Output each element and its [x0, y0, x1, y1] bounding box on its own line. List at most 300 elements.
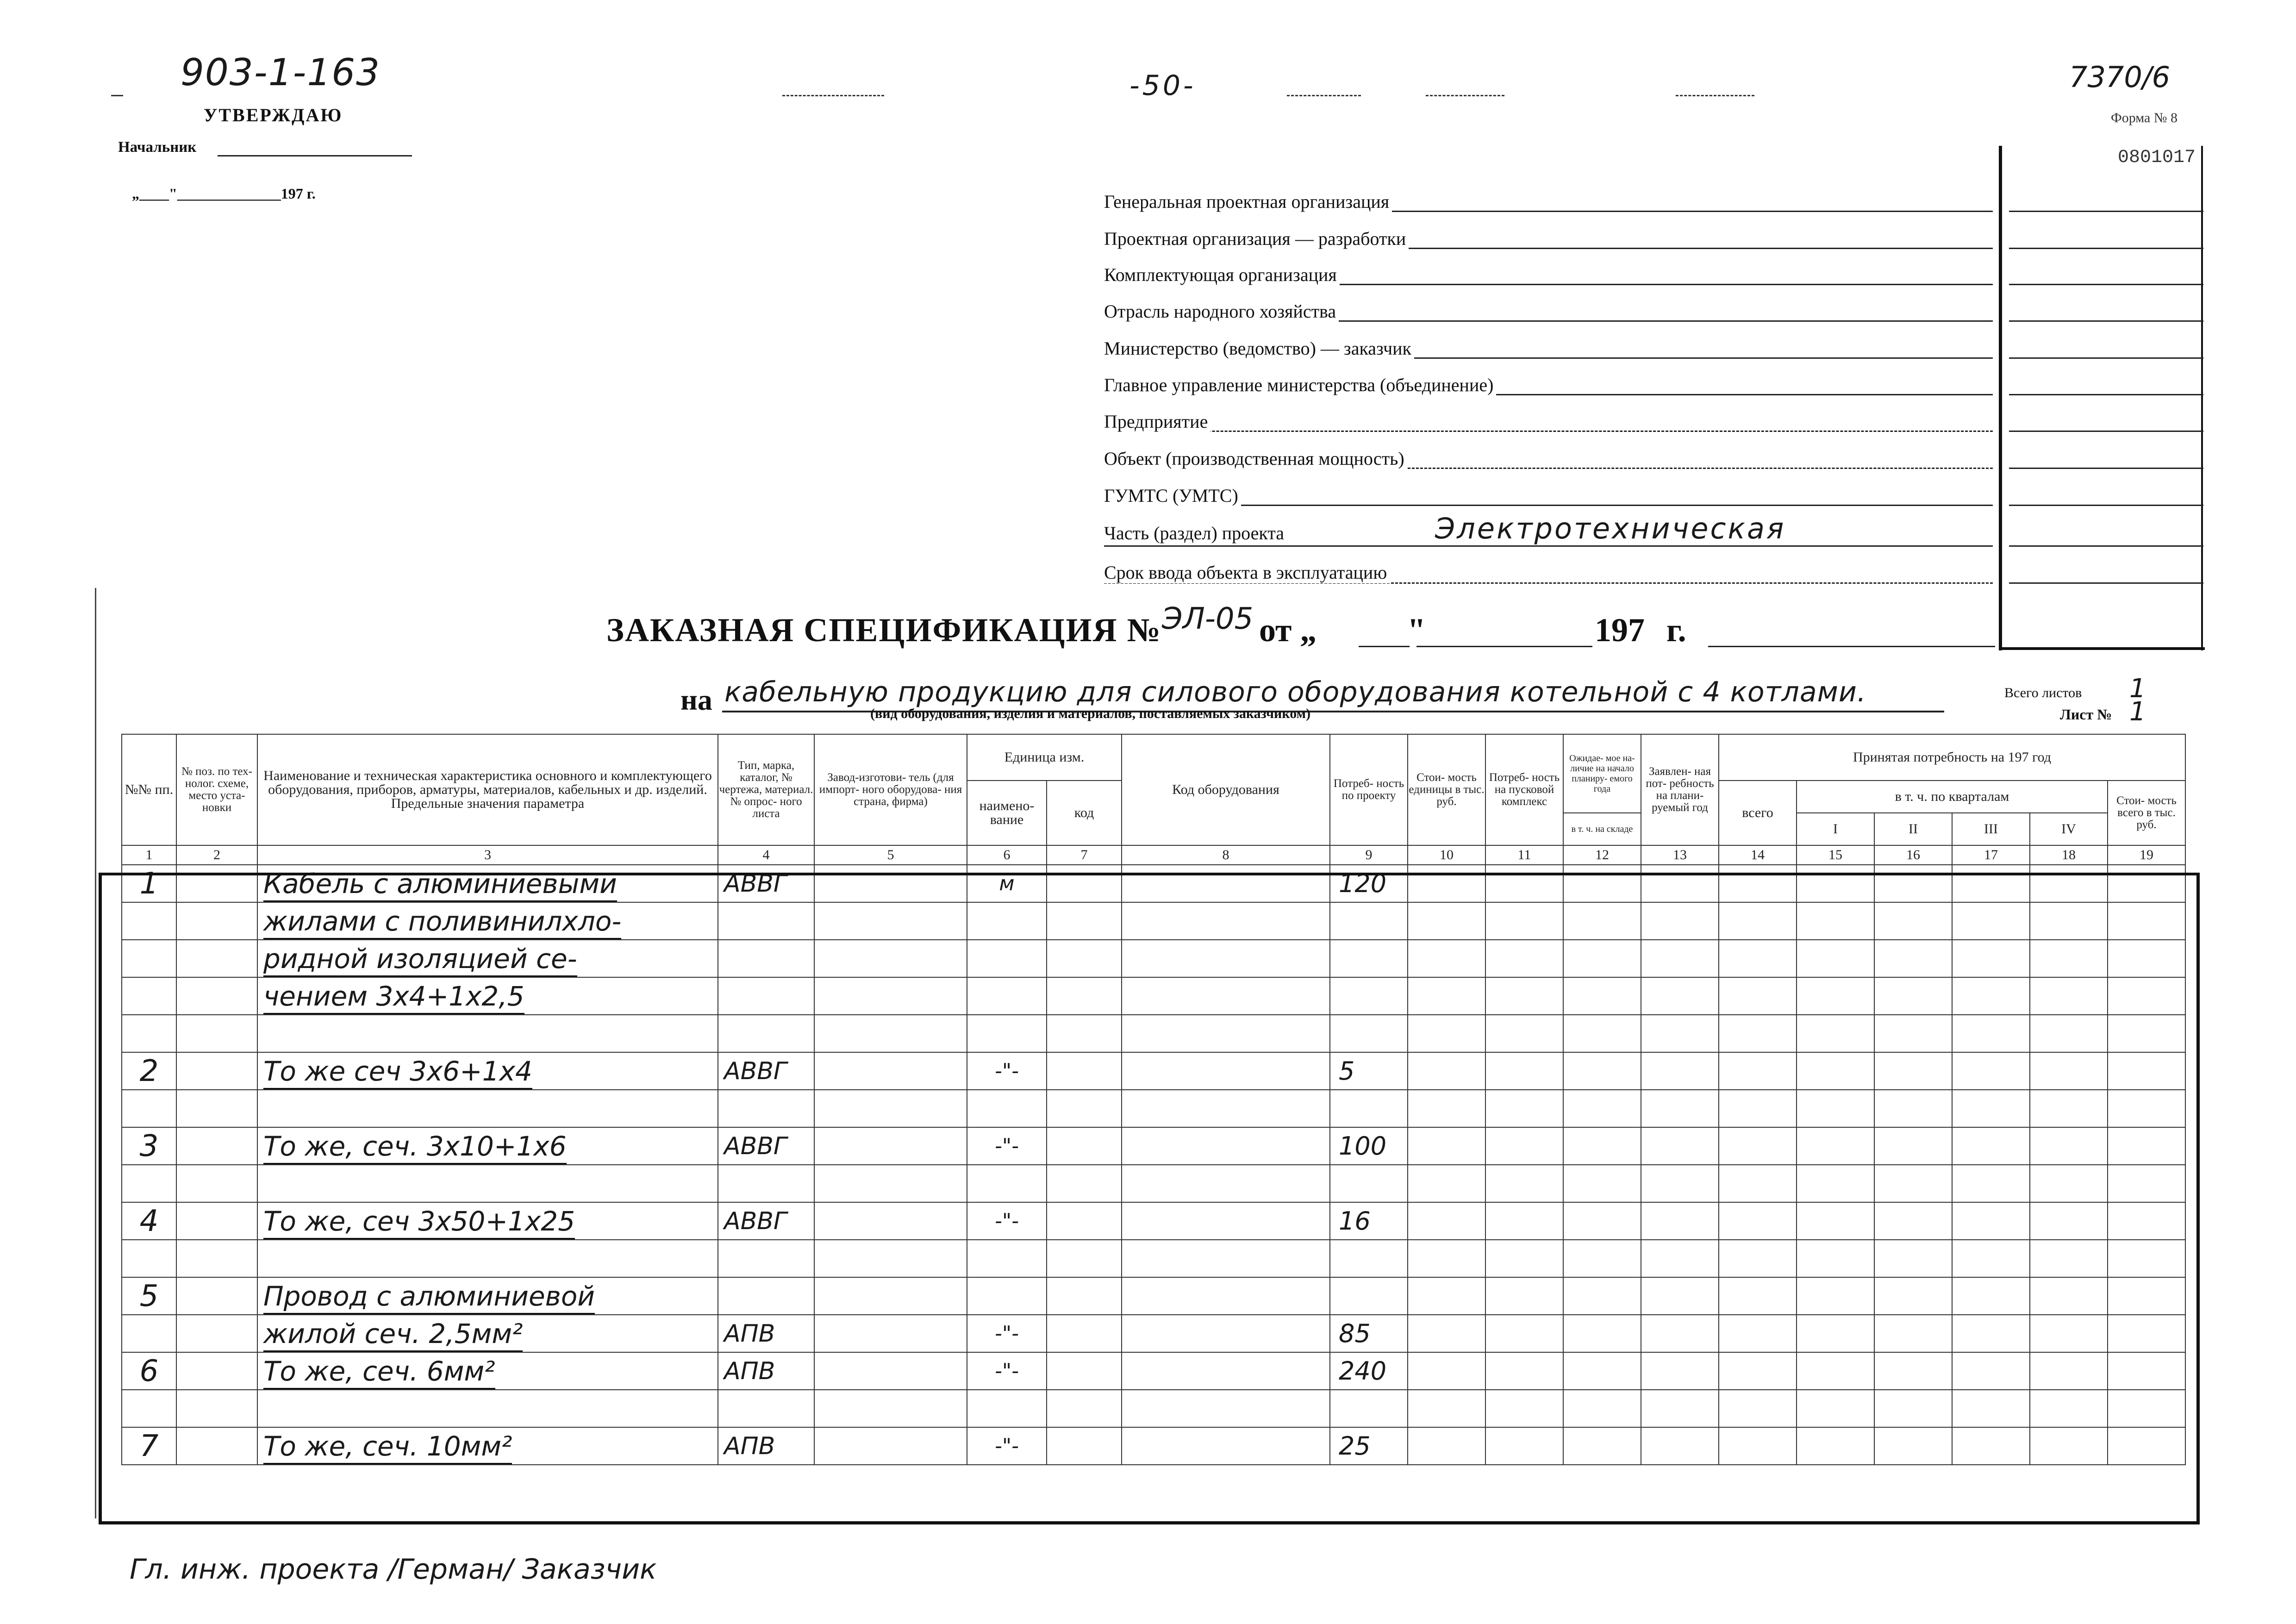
row-number-cell [122, 1427, 176, 1465]
table-cell [1485, 1390, 1563, 1427]
item-unit-cell [967, 1202, 1047, 1240]
row-number-cell [122, 1240, 176, 1277]
table-cell [2030, 1052, 2108, 1090]
table-cell [1563, 1390, 1641, 1427]
item-name-text: То же, сеч 3х50+1х25 [263, 1206, 575, 1239]
table-cell [2108, 1202, 2185, 1240]
header-row-number: №№ пп. [122, 734, 176, 845]
table-cell [1047, 1202, 1122, 1240]
table-cell [1122, 1015, 1330, 1052]
item-type-cell [718, 1090, 814, 1127]
row-number-cell [122, 1015, 176, 1052]
item-type-text: АПВ [724, 1432, 775, 1460]
item-quantity-text: 240 [1339, 1356, 1387, 1386]
item-type-cell [718, 1202, 814, 1240]
table-cell [1874, 1352, 1952, 1390]
table-row [122, 1127, 2185, 1165]
table-cell [1485, 940, 1563, 977]
table-cell [1641, 1427, 1719, 1465]
item-type-text: АПВ [724, 1357, 775, 1385]
item-name-cell [257, 865, 718, 902]
table-cell [1485, 1352, 1563, 1390]
table-cell [1047, 977, 1122, 1015]
item-type-cell [718, 977, 814, 1015]
column-number: 11 [1485, 845, 1563, 865]
table-cell [1408, 1015, 1485, 1052]
spec-title: ЗАКАЗНАЯ СПЕЦИФИКАЦИЯ № [606, 612, 1161, 649]
row-number-text: 7 [139, 1429, 159, 1463]
org-field-line [1104, 431, 1993, 432]
item-unit-cell [967, 1352, 1047, 1390]
table-cell [1952, 1202, 2030, 1240]
table-cell [1719, 1277, 1797, 1315]
chief-signature-line [218, 155, 412, 156]
table-cell [2030, 1352, 2108, 1390]
table-cell [176, 902, 257, 940]
table-cell [814, 1127, 967, 1165]
sheet-reference: 7370/6 [2069, 60, 2171, 94]
table-cell [1797, 865, 1874, 902]
table-cell [1641, 1052, 1719, 1090]
table-row [122, 1315, 2185, 1352]
table-cell [2030, 1427, 2108, 1465]
code-cell [2009, 357, 2203, 359]
table-cell [176, 1127, 257, 1165]
table-cell [176, 940, 257, 977]
table-cell [1047, 940, 1122, 977]
table-cell [1719, 865, 1797, 902]
table-cell [1719, 1052, 1797, 1090]
total-sheets-value: 1 [2129, 674, 2146, 704]
item-type-cell [718, 1427, 814, 1465]
table-row [122, 1427, 2185, 1465]
table-cell [814, 1090, 967, 1127]
item-quantity-cell [1330, 1165, 1408, 1202]
table-row [122, 1277, 2185, 1315]
table-cell [1719, 1165, 1797, 1202]
item-unit-cell [967, 865, 1047, 902]
item-unit-cell [967, 1127, 1047, 1165]
table-cell [814, 1277, 967, 1315]
org-field-supplying-org: Комплектующая организация [1104, 264, 1340, 286]
table-cell [1485, 1090, 1563, 1127]
table-cell [2030, 1090, 2108, 1127]
item-quantity-cell [1330, 1352, 1408, 1390]
item-name-cell [257, 1352, 718, 1390]
item-name-cell [257, 1315, 718, 1352]
table-cell [1408, 977, 1485, 1015]
table-cell [2030, 865, 2108, 902]
item-unit-cell [967, 1165, 1047, 1202]
table-cell [1122, 1427, 1330, 1465]
table-cell [1797, 1202, 1874, 1240]
item-name-text: То же сеч 3х6+1х4 [263, 1056, 532, 1089]
column-number: 12 [1563, 845, 1641, 865]
table-cell [1952, 865, 2030, 902]
project-section-value: Электротехническая [1435, 512, 1786, 545]
table-cell [814, 1352, 967, 1390]
table-cell [1874, 1315, 1952, 1352]
item-quantity-text: 5 [1339, 1056, 1355, 1086]
table-cell [1719, 1090, 1797, 1127]
column-number: 5 [814, 845, 967, 865]
table-cell [1047, 1390, 1122, 1427]
table-cell [1408, 1202, 1485, 1240]
table-cell [176, 1315, 257, 1352]
table-cell [1563, 1090, 1641, 1127]
header-q3: III [1952, 813, 2030, 845]
table-cell [2108, 902, 2185, 940]
table-cell [2108, 1165, 2185, 1202]
table-cell [814, 865, 967, 902]
item-name-cell [257, 1052, 718, 1090]
header-expected-stock: Ожидае- мое на- личие на начало планиру- емого года [1563, 734, 1641, 813]
item-name-cell [257, 1277, 718, 1315]
table-cell [1408, 865, 1485, 902]
column-number: 19 [2108, 845, 2185, 865]
table-cell [176, 977, 257, 1015]
item-quantity-cell [1330, 977, 1408, 1015]
table-cell [1874, 1202, 1952, 1240]
table-cell [1641, 865, 1719, 902]
item-unit-text: -"- [995, 1434, 1019, 1458]
item-type-cell [718, 1127, 814, 1165]
table-cell [1641, 1127, 1719, 1165]
item-quantity-cell [1330, 1390, 1408, 1427]
org-field-industry: Отрасль народного хозяйства [1104, 300, 1339, 322]
scan-dash [111, 95, 123, 96]
table-cell [1797, 1427, 1874, 1465]
table-cell [2108, 1240, 2185, 1277]
item-type-cell [718, 865, 814, 902]
item-unit-cell [967, 1240, 1047, 1277]
table-cell [1952, 1015, 2030, 1052]
code-box-bottom-border [1999, 647, 2205, 650]
scan-dash [782, 95, 884, 96]
table-cell [176, 1390, 257, 1427]
item-name-text: жилами с поливинилхло- [263, 906, 621, 939]
table-cell [814, 902, 967, 940]
table-cell [1485, 1052, 1563, 1090]
header-unit-code: код [1047, 781, 1122, 845]
table-cell [1047, 1127, 1122, 1165]
table-cell [1122, 1202, 1330, 1240]
row-number-cell [122, 940, 176, 977]
table-cell [1047, 1090, 1122, 1127]
page-number: -50- [1129, 69, 1196, 102]
spec-date-quote: " [1407, 612, 1426, 649]
item-unit-cell [967, 1090, 1047, 1127]
header-q4: IV [2030, 813, 2108, 845]
table-row [122, 1390, 2185, 1427]
header-total-cost: Стои- мость всего в тыс. руб. [2108, 781, 2185, 845]
item-unit-cell [967, 1052, 1047, 1090]
item-unit-text: -"- [995, 1321, 1019, 1345]
table-cell [1563, 1427, 1641, 1465]
item-type-text: АВВГ [724, 1057, 787, 1085]
header-q1: I [1797, 813, 1874, 845]
table-cell [1485, 1277, 1563, 1315]
item-name-cell [257, 902, 718, 940]
column-number: 10 [1408, 845, 1485, 865]
table-row [122, 940, 2185, 977]
table-cell [1874, 1427, 1952, 1465]
table-cell [1485, 1240, 1563, 1277]
item-unit-text: -"- [995, 1359, 1019, 1383]
org-field-commissioning-date: Срок ввода объекта в эксплуатацию [1104, 562, 1390, 583]
table-cell [1797, 1090, 1874, 1127]
scan-dash [1426, 95, 1504, 96]
code-cell [2009, 320, 2203, 322]
table-cell [1408, 940, 1485, 977]
header-manufacturer: Завод-изготови- тель (для импорт- ного оборудова- ния страна, фирма) [814, 734, 967, 845]
org-field-project-section: Часть (раздел) проекта [1104, 522, 1287, 544]
org-field-enterprise: Предприятие [1104, 411, 1210, 432]
table-row [122, 865, 2185, 902]
table-cell [1797, 977, 1874, 1015]
table-cell [1952, 1052, 2030, 1090]
item-quantity-text: 85 [1339, 1318, 1371, 1348]
header-declared-need: Заявлен- ная пот- ребность на плани- руемый год [1641, 734, 1719, 845]
table-cell [1563, 1015, 1641, 1052]
table-cell [814, 1390, 967, 1427]
table-cell [2108, 1352, 2185, 1390]
code-cell [2009, 211, 2203, 212]
table-cell [1563, 1240, 1641, 1277]
item-name-cell [257, 1240, 718, 1277]
table-cell [1122, 1165, 1330, 1202]
sheet-number-value: 1 [2129, 697, 2146, 727]
table-cell [176, 1090, 257, 1127]
table-row [122, 1240, 2185, 1277]
table-cell [1719, 940, 1797, 977]
column-number: 6 [967, 845, 1047, 865]
item-unit-cell [967, 1390, 1047, 1427]
item-type-text: АВВГ [724, 1207, 787, 1235]
column-number: 8 [1122, 845, 1330, 865]
spec-year: 197 [1595, 612, 1645, 649]
table-cell [176, 1277, 257, 1315]
table-cell [1408, 1240, 1485, 1277]
table-cell [1563, 865, 1641, 902]
table-cell [1719, 1352, 1797, 1390]
header-position: № поз. по тех- нолог. схеме, место уста- новки [176, 734, 257, 845]
row-number-cell [122, 1390, 176, 1427]
table-cell [1047, 1165, 1122, 1202]
item-type-cell [718, 1390, 814, 1427]
column-number: 1 [122, 845, 176, 865]
table-cell [814, 977, 967, 1015]
table-cell [1563, 1277, 1641, 1315]
table-cell [1641, 940, 1719, 977]
table-cell [1874, 1052, 1952, 1090]
table-cell [1874, 1090, 1952, 1127]
table-cell [814, 1427, 967, 1465]
row-number-cell [122, 1202, 176, 1240]
table-cell [1874, 902, 1952, 940]
item-unit-cell [967, 977, 1047, 1015]
row-number-cell [122, 1352, 176, 1390]
table-cell [1122, 865, 1330, 902]
item-unit-cell [967, 1277, 1047, 1315]
org-field-ministry: Министерство (ведомство) — заказчик [1104, 337, 1414, 359]
column-number: 14 [1719, 845, 1797, 865]
item-unit-cell [967, 1427, 1047, 1465]
table-cell [1047, 1052, 1122, 1090]
item-quantity-cell [1330, 1277, 1408, 1315]
table-cell [1719, 1315, 1797, 1352]
table-cell [1408, 1090, 1485, 1127]
org-field-line [1104, 545, 1993, 547]
item-type-cell [718, 1277, 814, 1315]
table-cell [1641, 1015, 1719, 1052]
table-cell [1797, 902, 1874, 940]
table-cell [1408, 1165, 1485, 1202]
spec-date-from: от „ [1259, 612, 1317, 649]
table-cell [1122, 1090, 1330, 1127]
table-cell [1563, 977, 1641, 1015]
table-cell [1485, 865, 1563, 902]
table-cell [1719, 902, 1797, 940]
table-cell [1122, 1277, 1330, 1315]
item-type-cell [718, 1015, 814, 1052]
table-cell [2108, 1427, 2185, 1465]
row-number-cell [122, 1315, 176, 1352]
table-cell [1952, 1390, 2030, 1427]
table-cell [1719, 1390, 1797, 1427]
table-cell [2030, 1127, 2108, 1165]
code-box-right-border [2201, 146, 2203, 650]
table-cell [1797, 1277, 1874, 1315]
table-cell [2108, 865, 2185, 902]
table-cell [1122, 1390, 1330, 1427]
table-cell [176, 1427, 257, 1465]
spec-subject: кабельную продукцию для силового оборудования котельной с 4 котлами. [724, 676, 1866, 708]
subject-prefix: на [680, 683, 712, 716]
table-cell [1563, 1127, 1641, 1165]
item-name-cell [257, 1090, 718, 1127]
table-cell [1952, 1165, 2030, 1202]
row-number-cell [122, 977, 176, 1015]
item-name-text: То же, сеч. 3х10+1х6 [263, 1131, 567, 1164]
table-cell [1952, 1277, 2030, 1315]
table-cell [2108, 977, 2185, 1015]
item-quantity-cell [1330, 865, 1408, 902]
table-cell [1047, 1015, 1122, 1052]
table-cell [1874, 1165, 1952, 1202]
code-cell [2009, 505, 2203, 506]
table-cell [814, 940, 967, 977]
code-cell [2009, 431, 2203, 432]
table-cell [1122, 977, 1330, 1015]
item-unit-cell [967, 1015, 1047, 1052]
item-unit-text: -"- [995, 1059, 1019, 1083]
row-number-text: 3 [139, 1129, 159, 1163]
subject-caption: (вид оборудования, изделия и материалов, поставляемых заказчиком) [870, 706, 1311, 721]
header-accepted-group: Принятая потребность на 197 год [1719, 734, 2185, 781]
table-cell [2108, 1015, 2185, 1052]
table-cell [176, 1240, 257, 1277]
item-type-cell [718, 1240, 814, 1277]
table-cell [814, 1052, 967, 1090]
column-number: 7 [1047, 845, 1122, 865]
table-cell [1485, 1015, 1563, 1052]
table-cell [1952, 977, 2030, 1015]
table-cell [1874, 1015, 1952, 1052]
column-number: 2 [176, 845, 257, 865]
table-cell [1122, 940, 1330, 977]
table-cell [1797, 1315, 1874, 1352]
table-cell [1122, 1240, 1330, 1277]
table-cell [814, 1202, 967, 1240]
row-number-cell [122, 1277, 176, 1315]
table-cell [2030, 940, 2108, 977]
approval-date-line: „____"______________197 г. [132, 185, 316, 202]
row-number-cell [122, 1127, 176, 1165]
table-cell [1641, 1315, 1719, 1352]
row-number-text: 4 [139, 1204, 159, 1238]
table-cell [1874, 865, 1952, 902]
table-cell [1563, 1352, 1641, 1390]
table-cell [1047, 1277, 1122, 1315]
table-cell [2030, 1315, 2108, 1352]
table-cell [814, 1165, 967, 1202]
table-cell [2030, 1202, 2108, 1240]
item-unit-cell [967, 1315, 1047, 1352]
table-cell [1047, 1315, 1122, 1352]
table-cell [1641, 1277, 1719, 1315]
table-cell [1641, 977, 1719, 1015]
table-cell [1874, 1240, 1952, 1277]
table-cell [1797, 1015, 1874, 1052]
table-cell [1797, 1352, 1874, 1390]
table-cell [1719, 1015, 1797, 1052]
approve-label: УТВЕРЖДАЮ [204, 105, 343, 125]
table-cell [1952, 940, 2030, 977]
column-number: 18 [2030, 845, 2108, 865]
table-cell [2108, 1127, 2185, 1165]
table-cell [176, 1165, 257, 1202]
item-name-text: чением 3х4+1х2,5 [263, 981, 524, 1014]
code-cell [2009, 248, 2203, 249]
column-number: 3 [257, 845, 718, 865]
total-sheets-label: Всего листов [2004, 685, 2082, 700]
org-field-main-department: Главное управление министерства (объединение) [1104, 374, 1496, 396]
item-quantity-text: 25 [1339, 1431, 1371, 1461]
footer-signatures: Гл. инж. проекта /Герман/ Заказчик [130, 1553, 657, 1586]
table-cell [1485, 902, 1563, 940]
table-cell [1563, 940, 1641, 977]
header-quarters: в т. ч. по кварталам [1797, 781, 2108, 813]
table-cell [2030, 1165, 2108, 1202]
table-cell [2108, 1277, 2185, 1315]
table-cell [1485, 1202, 1563, 1240]
table-cell [1408, 1052, 1485, 1090]
code-cell [2009, 394, 2203, 395]
table-cell [176, 1352, 257, 1390]
table-cell [814, 1015, 967, 1052]
table-cell [1563, 1202, 1641, 1240]
item-quantity-cell [1330, 1427, 1408, 1465]
table-row [122, 1015, 2185, 1052]
table-cell [1122, 1352, 1330, 1390]
table-cell [1047, 1352, 1122, 1390]
table-cell [1641, 1202, 1719, 1240]
table-cell [176, 1202, 257, 1240]
item-name-cell [257, 1015, 718, 1052]
table-cell [814, 1240, 967, 1277]
scan-dash [1676, 95, 1754, 96]
